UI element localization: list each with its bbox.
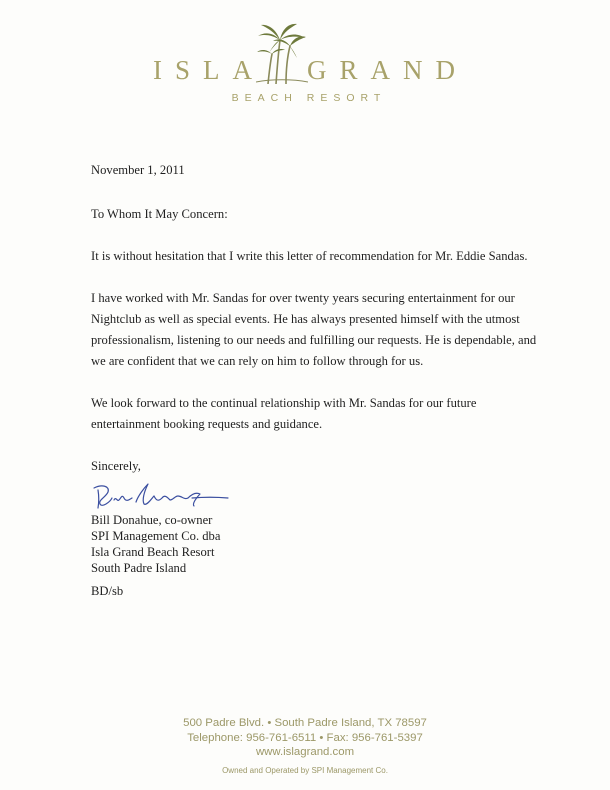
logo-word-left: ISLA [153,55,265,85]
signer-line: SPI Management Co. dba [91,529,221,543]
letterhead-logo [0,22,610,112]
paragraph-2-line: Nightclub as well as special events. He has always presented himself with the utmost [91,312,520,326]
typist-initials: BD/sb [91,584,124,598]
letter-date: November 1, 2011 [91,163,185,177]
paragraph-3 [91,393,476,435]
paragraph-3-line: entertainment booking requests and guidance. [91,417,323,431]
paragraph-2-line: I have worked with Mr. Sandas for over twenty years securing entertainment for our [91,291,515,305]
logo-subtitle: BEACH RESORT [231,92,387,104]
closing: Sincerely, [91,459,141,473]
footer-phone-fax: Telephone: 956-761-6511 • Fax: 956-761-5397 [187,731,423,744]
logo-word-right: GRAND [307,55,469,85]
footer-website: www.islagrand.com [255,746,355,758]
footer-owned-by: Owned and Operated by SPI Management Co. [222,765,388,775]
signer-line: Bill Donahue, co-owner [91,513,213,527]
paragraph-1: It is without hesitation that I write this letter of recommendation for Mr. Eddie Sandas. [91,249,528,263]
handwritten-signature [92,478,232,512]
footer-address: 500 Padre Blvd. • South Padre Island, TX 78597 [183,717,427,729]
salutation: To Whom It May Concern: [91,207,228,221]
paragraph-2-line: we are confident that we can rely on him to follow through for us. [91,354,424,368]
signer-block [91,512,220,576]
palm-trees-icon [256,22,308,84]
paragraph-3-line: We look forward to the continual relationship with Mr. Sandas for our future [91,396,477,410]
paragraph-2-line: professionalism, listening to our needs and fulfilling our requests. He is dependable, and [91,333,537,347]
signer-line: Isla Grand Beach Resort [91,545,215,559]
signer-line: South Padre Island [91,561,187,575]
letterhead-footer [0,716,610,777]
paragraph-2 [91,288,536,372]
